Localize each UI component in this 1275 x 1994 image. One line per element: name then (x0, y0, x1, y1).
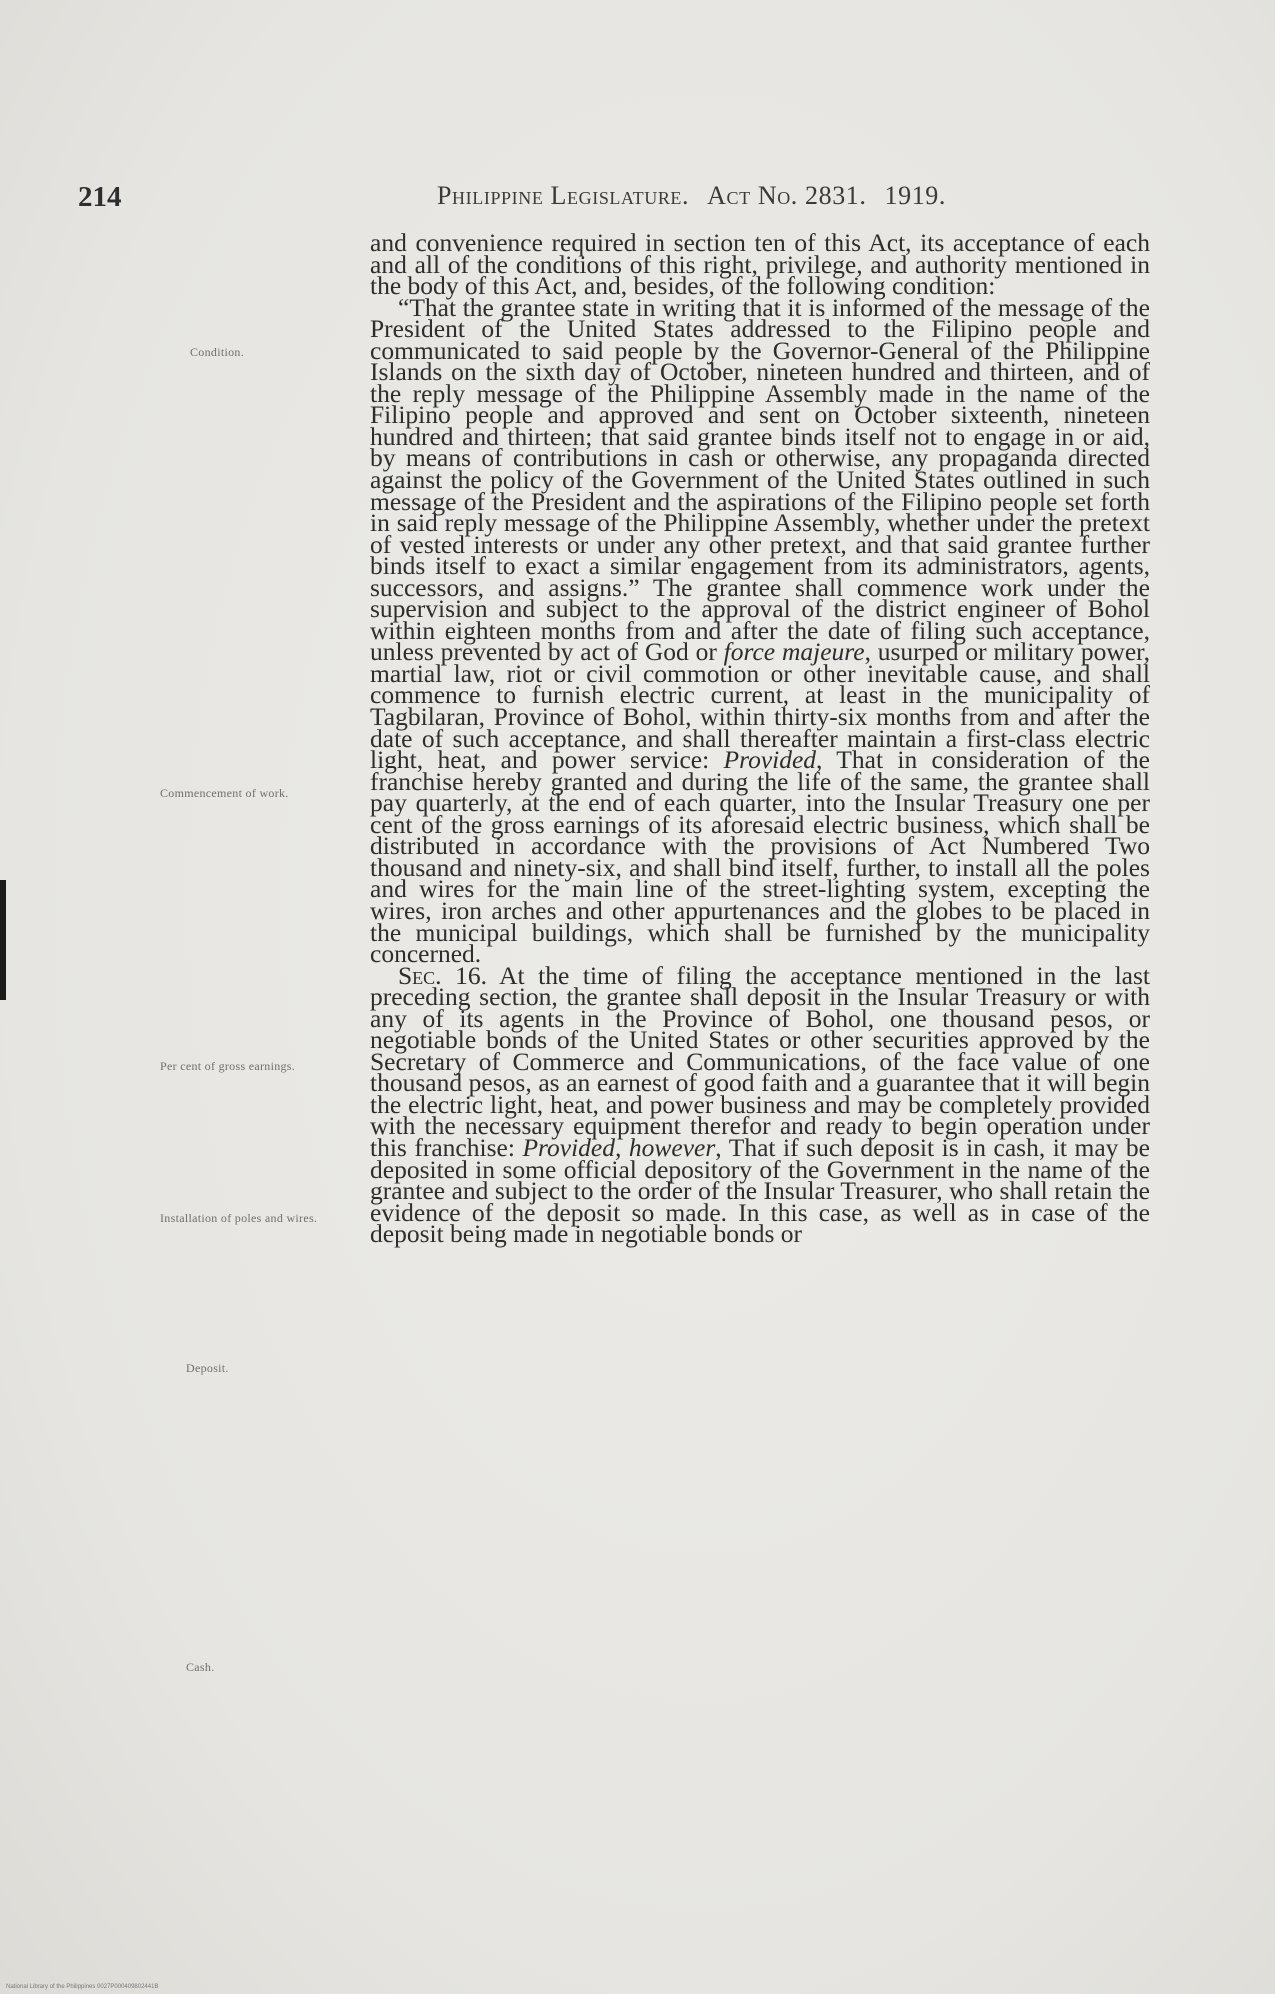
scan-footer: National Library of the Philippines 0027P000409802441B (6, 1984, 159, 1990)
condition-text: “That the grantee state in writing that it is informed of the message of the President of the United States addressed to the Filipino people and communicated to said people by the Governor-General of the Philippine Islands on the sixth day of October, nineteen hundred and thirteen, and of the reply message of the Philippine Assembly made in the name of the Filipino people and approved and sent on October sixteenth, nineteen hundred and thirteen; that said grantee binds itself not to engage in or aid, by means of contributions in cash or otherwise, any propaganda directed against the policy of the Government of the United States outlined in such message of the President and the aspirations of the Filipino people set forth in said reply message of the Philippine Assembly, whether under the pretext of vested interests or under any other pretext, and that said grantee further binds itself to exact a similar engagement from its administrators, agents, successors, and assigns.” The grantee shall commence work under the supervision and subject to the approval of the district engineer of Bohol within eighteen months from and after the date of filing such acceptance, unless prevented by act of God or (370, 292, 1150, 667)
scan-edge-mark (0, 880, 6, 1000)
page-number: 214 (78, 181, 122, 213)
margin-note-per-cent: Per cent of gross earnings. (160, 1059, 296, 1073)
provided-however-term: Provided, however (522, 1132, 716, 1162)
margin-note-condition: Condition. (190, 345, 245, 359)
margin-note-deposit: Deposit. (186, 1361, 229, 1375)
condition-text-end: , That in consideration of the franchise hereby granted and during the life of the same, the grantee shall pay quarterly, at the end of each quarter, into the Insular Treasury one per cent of the gross earnings of its aforesaid electric business, which shall be distributed in accordance with the provisions of Act Numbered Two thousand and ninety-six, and shall bind itself, further, to install all the poles and wires for the main line of the street-lighting system, excepting the wires, iron arches and other appurtenances and the globes to be placed in the municipal buildings, which shall be furnished by the municipality concerned. (370, 745, 1150, 969)
body-text (370, 228, 1151, 1249)
condition-text-cont: , usurped or military power, martial law, riot or civil commotion or other inevitable cause, and shall commence to furnish electric current, at least in the municipality of Tagbilaran, Province of Bohol, within thirty-six months from and after the date of such acceptance, and shall thereafter maintain a first-class electric light, heat, and power service: (370, 637, 1151, 775)
section-number: Sec. 16. (398, 960, 487, 990)
section-16-text-cont: , That if such deposit is in cash, it may be deposited in some official depository of the Government in the name of the grantee and subject to the order of the Insular Treasurer, who shall retain the evidence of the deposit so made. In this case, as well as in case of the deposit being made in negotiable bonds or (370, 1132, 1150, 1249)
section-16-text: At the time of filing the acceptance mentioned in the last preceding section, the grantee shall deposit in the Insular Treasury or with any of its agents in the Province of Bohol, one thousand pesos, or negotiable bonds of the United States or other securities approved by the Secretary of Commerce and Communications, of the face value of one thousand pesos, as an earnest of good faith and a guarantee that it will begin the electric light, heat, and power business and may be completely provided with the necessary equipment therefor and ready to begin operation under this franchise: (370, 960, 1151, 1162)
year: 1919. (884, 181, 946, 210)
margin-note-commencement: Commencement of work. (160, 786, 289, 800)
paragraph-condition (370, 292, 1151, 969)
provided-term: Provided (723, 745, 817, 775)
act-number: Act No. 2831. (707, 181, 867, 210)
paragraph-section-16 (370, 960, 1151, 1249)
margin-note-installation: Installation of poles and wires. (160, 1211, 318, 1225)
margin-note-cash: Cash. (186, 1660, 215, 1674)
running-head (437, 181, 946, 211)
paragraph-continuation: and convenience required in section ten of this Act, its acceptance of each and all of the conditions of this right, privilege, and authority mentioned in the body of this Act, and, besides, of the following condition: (370, 228, 1150, 301)
force-majeure-term: force majeure (723, 637, 865, 667)
running-title: Philippine Legislature. (437, 181, 690, 210)
